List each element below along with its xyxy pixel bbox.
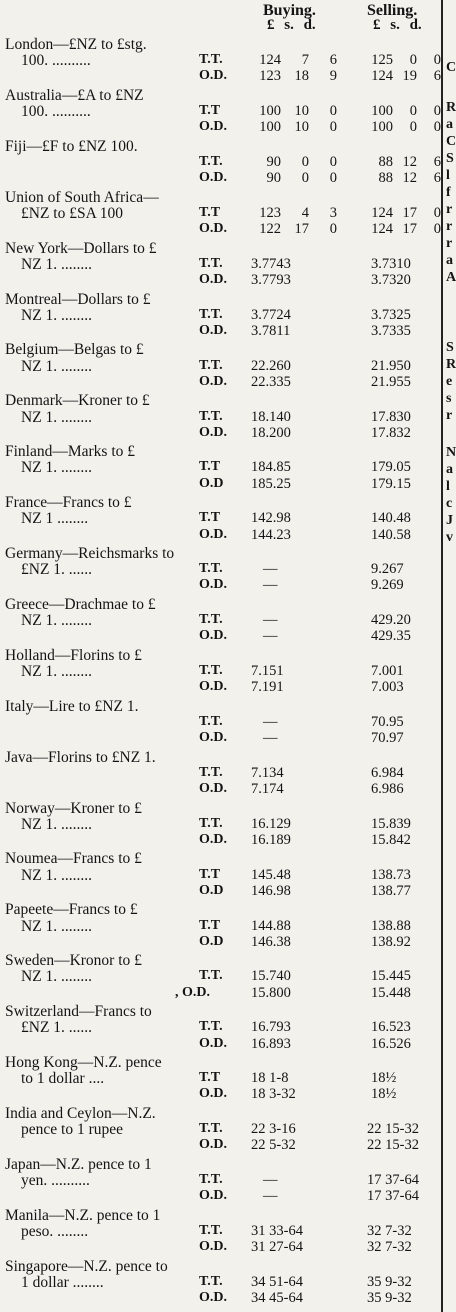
rate-type-label: T.T.	[199, 357, 223, 373]
currency-title-cont: NZ 1 ........	[21, 510, 89, 528]
selling-rate: 22 15-32	[367, 1121, 419, 1138]
selling-shillings: 12	[402, 154, 417, 170]
edge-letter: a	[446, 462, 453, 477]
selling-rate: 179.05	[371, 459, 411, 476]
buying-rate: 22.260	[251, 357, 291, 374]
edge-letter: a	[446, 253, 453, 268]
selling-rate: 7.001	[371, 663, 404, 679]
selling-pence: 6	[433, 68, 441, 85]
buying-rate: —	[263, 1188, 278, 1205]
selling-rate: 9.269	[371, 577, 404, 594]
currency-title-cont: NZ 1. ........	[21, 459, 93, 477]
rate-type-label: O.D.	[199, 1188, 227, 1204]
buying-pounds: 124	[259, 52, 281, 69]
selling-rate: 429.35	[371, 628, 411, 645]
selling-rate: 17 37-64	[367, 1188, 419, 1205]
edge-letter: J	[446, 513, 453, 528]
currency-title-cont: NZ 1. ........	[21, 408, 93, 426]
currency-title: Sweden—Kronor to £	[5, 952, 142, 970]
selling-rate: 17 37-64	[367, 1172, 419, 1188]
rate-type-label: O.D.	[199, 1086, 227, 1102]
rate-type-label: T.T.	[199, 1019, 223, 1035]
buying-rate: 7.151	[251, 663, 284, 679]
rate-type-label: T.T.	[199, 154, 223, 169]
selling-pence: 0	[433, 221, 441, 238]
currency-title: Denmark—Kroner to £	[5, 392, 150, 410]
rate-type-label: O.D.	[199, 221, 227, 237]
selling-rate: 35 9-32	[367, 1290, 412, 1306]
currency-title-cont: 100. ..........	[21, 103, 91, 121]
rate-type-label: O.D.	[199, 1137, 227, 1153]
selling-pence: 0	[433, 119, 441, 136]
buying-shillings: 4	[301, 204, 309, 221]
buying-rate: 18 3-32	[251, 1086, 296, 1103]
selling-rate: 32 7-32	[367, 1222, 412, 1239]
selling-pence: 0	[433, 103, 441, 120]
rate-type-label: T.T.	[199, 815, 223, 831]
edge-letter: R	[446, 100, 456, 115]
buying-rate: 3.7724	[251, 306, 291, 323]
buying-rate: —	[263, 577, 278, 594]
selling-pounds: 100	[371, 119, 393, 136]
rate-type-label: T.T	[199, 917, 221, 933]
edge-letter: C	[446, 60, 456, 75]
buying-rate: 3.7793	[251, 272, 291, 288]
buying-rate: 22 3-16	[251, 1121, 296, 1138]
rate-type-label: T.T	[199, 103, 221, 119]
buying-rate: —	[263, 1172, 278, 1188]
selling-shillings: 19	[402, 68, 417, 85]
selling-shillings: 17	[402, 221, 417, 238]
rate-type-label: O.D.	[199, 272, 227, 287]
buying-rate: 145.48	[251, 866, 291, 883]
rate-type-label: T.T.	[199, 408, 223, 424]
buying-rate: 15.800	[251, 984, 291, 1001]
edge-letter: e	[446, 374, 453, 389]
currency-title-cont: £NZ 1. ......	[21, 561, 93, 579]
buying-rate: 34 45-64	[251, 1290, 303, 1306]
buying-pounds: 100	[259, 119, 281, 136]
currency-title: New York—Dollars to £	[5, 239, 157, 257]
selling-rate: 3.7310	[371, 255, 411, 272]
edge-letter: a	[446, 117, 453, 132]
buying-shillings: 18	[294, 68, 309, 85]
currency-title: Italy—Lire to £NZ 1.	[5, 697, 139, 715]
buying-rate: 22.335	[251, 373, 291, 390]
selling-rate: 138.88	[371, 917, 411, 934]
buying-pence: 0	[329, 103, 337, 120]
currency-title-cont: pence to 1 rupee	[21, 1121, 123, 1139]
selling-rate: 6.986	[371, 781, 404, 797]
buying-rate: 7.174	[251, 781, 284, 797]
edge-letter: r	[446, 219, 453, 234]
selling-rate: 15.445	[371, 968, 411, 985]
selling-heading: Selling.	[367, 2, 418, 19]
buying-rate: 16.893	[251, 1035, 291, 1052]
currency-title-cont: yen. ..........	[21, 1172, 90, 1189]
rate-type-label: O.D.	[199, 424, 227, 440]
buying-pounds: 123	[259, 68, 281, 85]
edge-letter: S	[446, 340, 454, 355]
buying-rate: 184.85	[251, 459, 291, 476]
rate-type-label: T.T.	[199, 663, 223, 678]
buying-rate: 15.740	[251, 968, 291, 985]
buying-rate: —	[263, 730, 278, 747]
rate-type-label: O.D.	[199, 577, 227, 593]
rate-type-label: O.D.	[199, 1290, 227, 1305]
selling-rate: 7.003	[371, 679, 404, 696]
exchange-rates-table	[5, 0, 441, 1312]
selling-units: £ s. d.	[373, 17, 422, 33]
buying-rate: 34 51-64	[251, 1273, 303, 1290]
buying-rate: —	[263, 628, 278, 645]
rate-type-label: O.D.	[199, 68, 227, 84]
selling-rate: 138.92	[371, 933, 411, 950]
buying-pence: 0	[329, 154, 337, 170]
buying-rate: 16.129	[251, 815, 291, 832]
buying-rate: 18 1-8	[251, 1070, 289, 1087]
selling-rate: 22 15-32	[367, 1137, 419, 1154]
rate-type-label: O.D.	[199, 730, 227, 746]
selling-pounds: 125	[371, 52, 393, 69]
selling-shillings: 0	[409, 52, 417, 69]
buying-pence: 6	[329, 52, 337, 69]
currency-title: India and Ceylon—N.Z.	[5, 1104, 156, 1122]
currency-title: Norway—Kroner to £	[5, 799, 142, 817]
buying-heading: Buying.	[263, 2, 316, 19]
buying-pounds: 122	[259, 221, 281, 238]
currency-title-cont: NZ 1. ........	[21, 255, 93, 273]
edge-letter: S	[446, 151, 454, 166]
currency-title: Fiji—£F to £NZ 100.	[5, 137, 138, 155]
rate-type-label: O.D.	[199, 526, 227, 542]
selling-rate: 15.839	[371, 815, 411, 832]
rate-type-label: O.D.	[199, 831, 227, 847]
selling-shillings: 0	[409, 103, 417, 120]
buying-pence: 3	[329, 204, 337, 221]
selling-rate: 70.95	[371, 713, 404, 730]
rate-type-label: O.D.	[199, 781, 227, 796]
rate-type-label: O.D.	[199, 322, 227, 338]
edge-letter: r	[446, 236, 453, 251]
rate-type-label: T.T.	[199, 1222, 223, 1238]
rate-type-label: O.D.	[199, 373, 227, 389]
currency-title-cont: NZ 1. ........	[21, 815, 93, 833]
selling-rate: 18½	[371, 1070, 397, 1087]
selling-rate: 6.984	[371, 764, 404, 781]
rate-type-label: O.D.	[199, 628, 227, 644]
buying-rate: 144.23	[251, 526, 291, 543]
buying-rate: 146.38	[251, 933, 291, 950]
buying-shillings: 0	[301, 154, 309, 170]
selling-rate: 32 7-32	[367, 1239, 412, 1256]
rate-type-label: O.D	[199, 882, 224, 898]
currency-title: Belgium—Belgas to £	[5, 341, 144, 359]
rate-type-label: T.T	[199, 459, 221, 475]
buying-shillings: 17	[294, 221, 309, 238]
buying-rate: 185.25	[251, 475, 291, 492]
edge-letter: C	[446, 134, 456, 149]
buying-rate: —	[263, 612, 278, 629]
selling-rate: 17.832	[371, 424, 411, 441]
selling-pence: 6	[433, 154, 441, 170]
edge-letter: l	[446, 168, 450, 183]
currency-title-cont: £NZ 1. ......	[21, 1019, 93, 1037]
rate-type-label: T.T.	[199, 713, 223, 729]
edge-letter: c	[446, 496, 453, 511]
rate-type-label: T.T.	[199, 1121, 223, 1137]
buying-pence: 0	[329, 170, 337, 187]
rate-type-label: O.D.	[199, 679, 227, 695]
buying-rate: 142.98	[251, 510, 291, 527]
selling-shillings: 17	[402, 204, 417, 221]
currency-title: Germany—Reichsmarks to	[5, 545, 175, 562]
edge-letter: N	[446, 445, 456, 460]
edge-letter: A	[446, 270, 456, 285]
buying-pounds: 123	[259, 204, 281, 221]
currency-title-cont: 1 dollar ........	[21, 1273, 104, 1291]
currency-title: Holland—Florins to £	[5, 646, 142, 664]
currency-title-cont: peso. ........	[21, 1222, 89, 1240]
edge-letter: r	[446, 202, 453, 217]
buying-rate: 22 5-32	[251, 1137, 296, 1154]
selling-rate: 70.97	[371, 730, 404, 747]
buying-pounds: 90	[266, 154, 281, 170]
edge-letter: R	[446, 357, 456, 372]
rate-type-label: T.T	[199, 204, 221, 220]
buying-pence: 0	[329, 119, 337, 136]
selling-rate: 3.7325	[371, 306, 411, 323]
currency-title: Union of South Africa—	[5, 188, 159, 206]
currency-title: Java—Florins to £NZ 1.	[5, 748, 156, 766]
selling-pence: 0	[433, 204, 441, 221]
buying-rate: 7.191	[251, 679, 284, 696]
selling-rate: 138.73	[371, 866, 411, 883]
currency-title: London—£NZ to £stg.	[5, 36, 147, 53]
rate-type-label: T.T.	[199, 306, 223, 322]
buying-pence: 9	[329, 68, 337, 85]
buying-shillings: 10	[294, 103, 309, 120]
selling-rate: 17.830	[371, 408, 411, 425]
selling-rate: 3.7335	[371, 322, 411, 339]
column-rule	[441, 0, 443, 1312]
currency-title-cont: NZ 1. ........	[21, 357, 93, 375]
selling-rate: 140.58	[371, 526, 411, 543]
currency-title-cont: NZ 1. ........	[21, 663, 93, 680]
selling-rate: 16.526	[371, 1035, 411, 1052]
currency-title: Australia—£A to £NZ	[5, 86, 144, 104]
selling-pounds: 88	[378, 170, 393, 187]
buying-rate: —	[263, 713, 278, 730]
selling-pounds: 124	[371, 204, 393, 221]
buying-pounds: 90	[266, 170, 281, 187]
buying-rate: 7.134	[251, 764, 284, 781]
buying-rate: 144.88	[251, 917, 291, 934]
selling-shillings: 12	[402, 170, 417, 187]
rate-type-label: T.T	[199, 866, 221, 882]
currency-title: Hong Kong—N.Z. pence	[5, 1054, 162, 1071]
currency-title-cont: 100. ..........	[21, 52, 91, 70]
rate-type-label: O.D.	[199, 170, 227, 186]
rate-type-label: T.T.	[199, 968, 223, 984]
selling-shillings: 0	[409, 119, 417, 136]
currency-title-cont: to 1 dollar ....	[21, 1070, 105, 1088]
currency-title: Montreal—Dollars to £	[5, 290, 151, 308]
edge-letter: l	[446, 479, 450, 494]
selling-pounds: 124	[371, 68, 393, 85]
currency-title-cont: NZ 1. ........	[21, 306, 93, 324]
currency-title-cont: £NZ to £SA 100	[21, 204, 124, 222]
buying-rate: —	[263, 561, 278, 578]
buying-shillings: 0	[301, 170, 309, 187]
currency-title: Noumea—Francs to £	[5, 850, 142, 868]
buying-pounds: 100	[259, 103, 281, 120]
selling-rate: 16.523	[371, 1019, 411, 1036]
buying-rate: 18.140	[251, 408, 291, 425]
selling-rate: 179.15	[371, 475, 411, 492]
currency-title-cont: NZ 1. ........	[21, 917, 93, 935]
rate-type-label: T.T.	[199, 612, 223, 628]
buying-rate: 3.7811	[251, 322, 291, 339]
buying-rate: 16.189	[251, 831, 291, 848]
buying-rate: 3.7743	[251, 255, 291, 272]
currency-title: Finland—Marks to £	[5, 443, 136, 461]
currency-title: Manila—N.Z. pence to 1	[5, 1206, 161, 1224]
rate-type-label: O.D.	[199, 1035, 227, 1051]
selling-rate: 138.77	[371, 882, 411, 899]
buying-rate: 16.793	[251, 1019, 291, 1036]
edge-letter: s	[446, 391, 452, 406]
rate-type-label: O.D.	[199, 119, 227, 135]
selling-pence: 0	[433, 52, 441, 69]
buying-rate: 18.200	[251, 424, 291, 441]
edge-letter: v	[446, 530, 453, 545]
selling-rate: 21.950	[371, 357, 411, 374]
selling-rate: 3.7320	[371, 272, 411, 288]
currency-title-cont: NZ 1. ........	[21, 612, 93, 630]
currency-title: France—Francs to £	[5, 494, 132, 512]
edge-letter: f	[446, 185, 451, 200]
currency-title-cont: NZ 1. ........	[21, 866, 93, 884]
rate-type-label: T.T	[199, 510, 221, 526]
rate-type-label: T.T.	[199, 1172, 223, 1187]
rate-type-label: T.T.	[199, 1273, 223, 1289]
buying-pence: 0	[329, 221, 337, 238]
currency-title: Singapore—N.Z. pence to	[5, 1257, 168, 1275]
rate-type-label: T.T.	[199, 52, 223, 68]
buying-rate: 31 33-64	[251, 1222, 303, 1239]
selling-pounds: 124	[371, 221, 393, 238]
selling-rate: 15.842	[371, 831, 411, 848]
rate-type-label: O.D	[199, 933, 224, 949]
rate-type-label: T.T	[199, 1070, 221, 1086]
rate-type-label: T.T.	[199, 561, 223, 577]
currency-title: Papeete—Francs to £	[5, 901, 138, 919]
rate-type-label: O.D	[199, 475, 224, 491]
selling-rate: 429.20	[371, 612, 411, 629]
selling-rate: 21.955	[371, 373, 411, 390]
selling-pence: 6	[433, 170, 441, 187]
rate-type-label: T.T.	[199, 764, 223, 780]
selling-pounds: 100	[371, 103, 393, 120]
selling-rate: 15.448	[371, 984, 411, 1001]
selling-rate: 140.48	[371, 510, 411, 527]
rate-type-label: T.T.	[199, 255, 223, 271]
rate-type-label: O.D.	[199, 1239, 227, 1255]
currency-title: Greece—Drachmae to £	[5, 595, 156, 613]
buying-rate: 146.98	[251, 882, 291, 899]
buying-rate: 31 27-64	[251, 1239, 303, 1256]
buying-shillings: 7	[301, 52, 309, 69]
selling-rate: 35 9-32	[367, 1273, 412, 1290]
rate-type-label: , O.D.	[175, 984, 210, 1000]
edge-letter: r	[446, 408, 453, 423]
selling-rate: 9.267	[371, 561, 404, 578]
selling-rate: 18½	[371, 1086, 397, 1103]
buying-units: £ s. d.	[267, 17, 316, 33]
currency-title: Japan—N.Z. pence to 1	[5, 1155, 152, 1173]
selling-pounds: 88	[378, 154, 393, 170]
buying-shillings: 10	[294, 119, 309, 136]
currency-title-cont: NZ 1. ........	[21, 968, 93, 986]
currency-title: Switzerland—Francs to	[5, 1003, 152, 1021]
